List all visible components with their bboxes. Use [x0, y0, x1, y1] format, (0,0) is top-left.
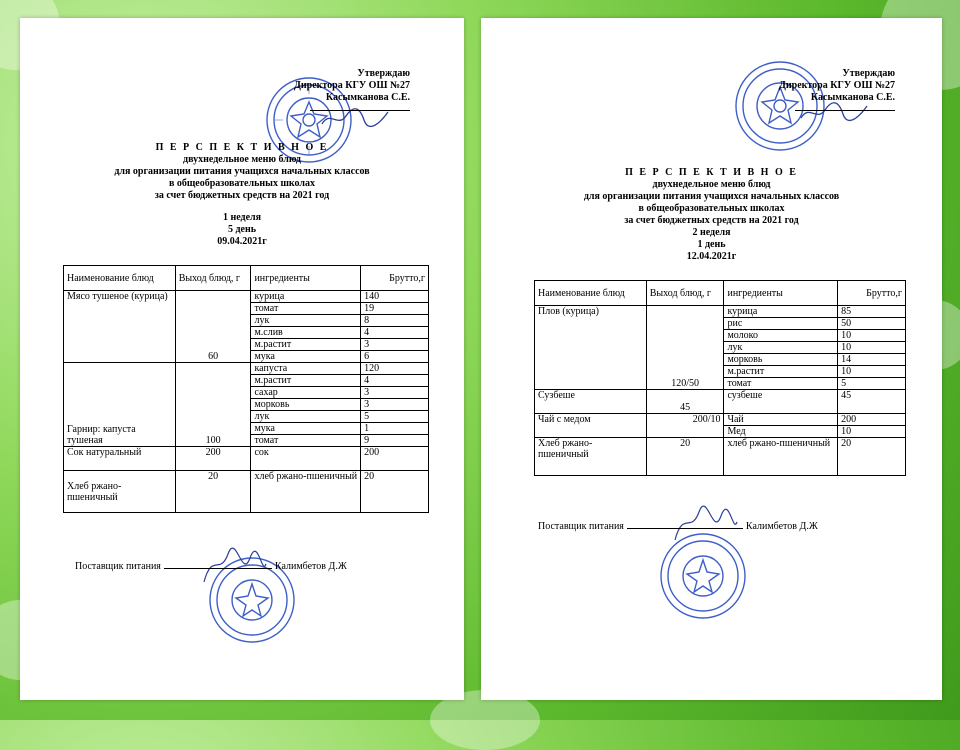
menu-week: 2 неделя: [692, 227, 731, 238]
approve-position: Директора КГУ ОШ №27: [293, 80, 410, 91]
menu-heading: П Е Р С П Е К Т И В Н О Е: [625, 167, 798, 178]
menu-title-line: за счет бюджетных средств на 2021 год: [624, 215, 799, 226]
menu-title-block: [20, 142, 464, 248]
dish-name: Чай с медом: [535, 414, 647, 438]
gross-weight: 140: [361, 291, 429, 303]
dish-yield: 45: [646, 390, 724, 414]
dish-name: Хлеб ржано-пшеничный: [535, 438, 647, 476]
approval-block: [220, 68, 410, 111]
gross-weight: 10: [838, 342, 906, 354]
dish-name: Сок натуральный: [64, 447, 176, 471]
ingredient: хлеб ржано-пшеничный: [251, 471, 361, 513]
supplier-label: Поставщик питания: [75, 561, 161, 572]
approve-label: Утверждаю: [842, 68, 895, 79]
menu-day: 5 день: [227, 224, 257, 235]
ingredient: хлеб ржано-пшеничный: [724, 438, 838, 476]
gross-weight: 8: [361, 315, 429, 327]
menu-title-line: в общеобразовательных школах: [168, 178, 316, 189]
dish-yield: 20: [646, 438, 724, 476]
supplier-signature-blank: [627, 528, 743, 529]
ingredient: сузбеше: [724, 390, 838, 414]
header-dish: Наименование блюд: [64, 266, 176, 291]
document-page-left: [20, 18, 464, 700]
ingredient: молоко: [724, 330, 838, 342]
header-yield: Выход блюд, г: [646, 281, 724, 306]
ingredient: м.слив: [251, 327, 361, 339]
ingredient: м.растит: [724, 366, 838, 378]
ingredient: мука: [251, 423, 361, 435]
ingredient: м.растит: [251, 375, 361, 387]
ingredient: м.растит: [251, 339, 361, 351]
menu-title-line: двухнедельное меню блюд: [183, 154, 301, 165]
supplier-name: Калимбетов Д.Ж: [745, 521, 818, 532]
gross-weight: 19: [361, 303, 429, 315]
ingredient: лук: [251, 315, 361, 327]
gross-weight: 45: [838, 390, 906, 414]
dish-name: Плов (курица): [535, 306, 647, 390]
approve-person: Касымканова С.Е.: [810, 92, 895, 103]
dish-name: Гарнир: капуста тушеная: [64, 363, 176, 447]
header-yield: Выход блюд, г: [175, 266, 251, 291]
gross-weight: 10: [838, 366, 906, 378]
dish-name: Мясо тушеное (курица): [64, 291, 176, 363]
ingredient: мука: [251, 351, 361, 363]
approve-label: Утверждаю: [357, 68, 410, 79]
supplier-name: Калимбетов Д.Ж: [274, 561, 347, 572]
ingredient: морковь: [251, 399, 361, 411]
gross-weight: 50: [838, 318, 906, 330]
supplier-signature-blank: [164, 568, 272, 569]
gross-weight: 120: [361, 363, 429, 375]
gross-weight: 3: [361, 339, 429, 351]
gross-weight: 10: [838, 426, 906, 438]
ingredient: курица: [251, 291, 361, 303]
header-gross: Брутто,г: [838, 281, 906, 306]
header-ingredients: ингредиенты: [724, 281, 838, 306]
menu-title-block: [481, 167, 942, 263]
menu-week: 1 неделя: [222, 212, 262, 223]
ingredient: лук: [724, 342, 838, 354]
menu-title-line: для организации питания учащихся начальных классов: [114, 166, 370, 177]
dish-name: Сузбеше: [535, 390, 647, 414]
signature-line: [310, 110, 410, 111]
gross-weight: 200: [838, 414, 906, 426]
gross-weight: 200: [361, 447, 429, 471]
gross-weight: 20: [361, 471, 429, 513]
header-ingredients: ингредиенты: [251, 266, 361, 291]
menu-title-line: за счет бюджетных средств на 2021 год: [154, 190, 330, 201]
dish-yield: 200/10: [646, 414, 724, 438]
dish-yield: 60: [175, 291, 251, 363]
gross-weight: 4: [361, 327, 429, 339]
menu-date: 12.04.2021г: [686, 251, 737, 262]
document-page-right: [481, 18, 942, 700]
gross-weight: 20: [838, 438, 906, 476]
gross-weight: 4: [361, 375, 429, 387]
ingredient: морковь: [724, 354, 838, 366]
gross-weight: 3: [361, 387, 429, 399]
dish-yield: 200: [175, 447, 251, 471]
menu-table: [63, 265, 429, 513]
dish-yield: 20: [175, 471, 251, 513]
ingredient: Мед: [724, 426, 838, 438]
menu-title-line: в общеобразовательных школах: [638, 203, 785, 214]
ingredient: томат: [724, 378, 838, 390]
approve-position: Директора КГУ ОШ №27: [778, 80, 895, 91]
gross-weight: 5: [838, 378, 906, 390]
supplier-label: Поставщик питания: [538, 521, 624, 532]
menu-date: 09.04.2021г: [217, 236, 267, 247]
ingredient: сахар: [251, 387, 361, 399]
gross-weight: 5: [361, 411, 429, 423]
header-dish: Наименование блюд: [535, 281, 647, 306]
supplier-line: [75, 561, 347, 573]
ingredient: сок: [251, 447, 361, 471]
gross-weight: 9: [361, 435, 429, 447]
ingredient: рис: [724, 318, 838, 330]
supplier-line: [538, 521, 818, 533]
gross-weight: 14: [838, 354, 906, 366]
header-gross: Брутто,г: [361, 266, 429, 291]
menu-heading: П Е Р С П Е К Т И В Н О Е: [155, 142, 329, 153]
signature-line: [795, 110, 895, 111]
gross-weight: 3: [361, 399, 429, 411]
menu-title-line: двухнедельное меню блюд: [652, 179, 771, 190]
ingredient: курица: [724, 306, 838, 318]
gross-weight: 10: [838, 330, 906, 342]
ingredient: Чай: [724, 414, 838, 426]
gross-weight: 85: [838, 306, 906, 318]
approve-person: Касымканова С.Е.: [325, 92, 410, 103]
dish-yield: 100: [175, 363, 251, 447]
ingredient: лук: [251, 411, 361, 423]
ingredient: капуста: [251, 363, 361, 375]
menu-table: [534, 280, 906, 476]
dish-name: Хлеб ржано-пшеничный: [64, 471, 176, 513]
approval-block: [707, 68, 895, 111]
ingredient: томат: [251, 303, 361, 315]
menu-title-line: для организации питания учащихся начальных классов: [583, 191, 840, 202]
gross-weight: 1: [361, 423, 429, 435]
ingredient: томат: [251, 435, 361, 447]
menu-day: 1 день: [697, 239, 726, 250]
round-seal-stamp: [659, 532, 747, 620]
gross-weight: 6: [361, 351, 429, 363]
dish-yield: 120/50: [646, 306, 724, 390]
